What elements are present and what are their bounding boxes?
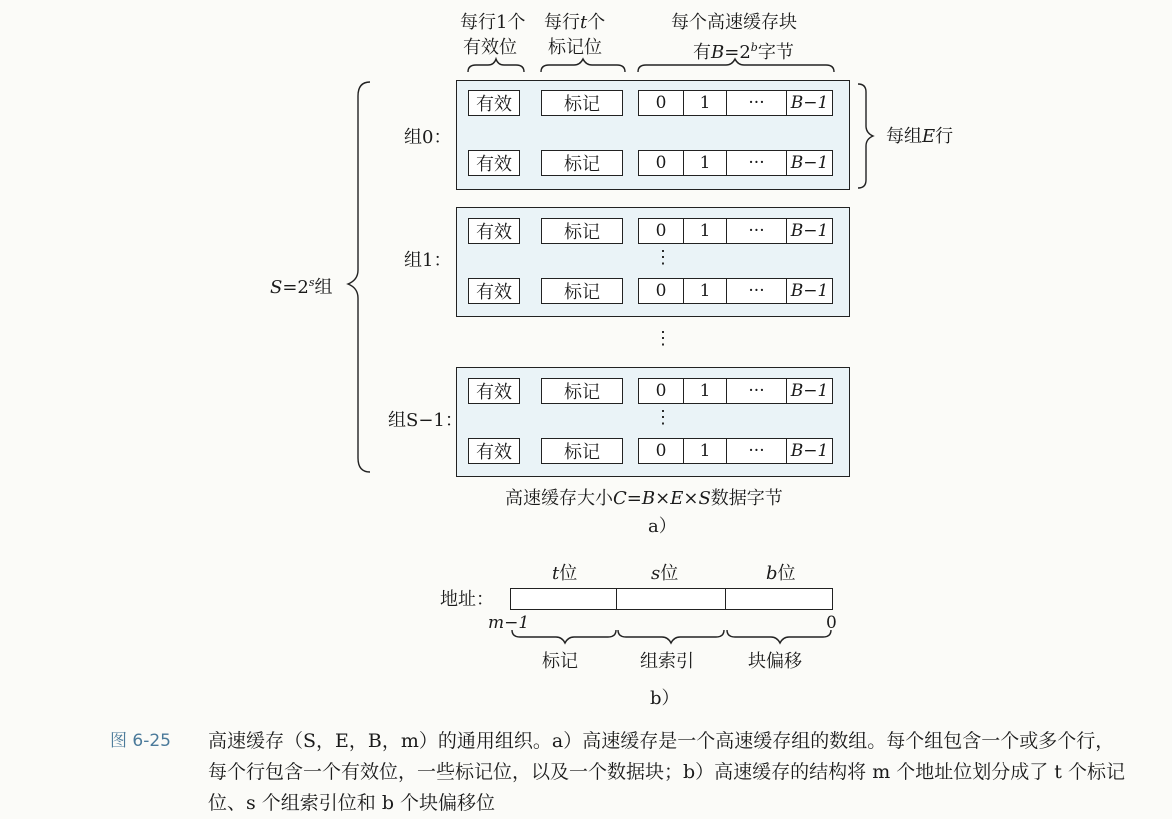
valid-bit-cell: 有效 bbox=[468, 150, 520, 176]
set-0-label: 组0： bbox=[404, 127, 452, 148]
address-msb-index: m−1 bbox=[488, 613, 530, 633]
block-byte-last: B−1 bbox=[787, 438, 833, 464]
block-byte-last: B−1 bbox=[787, 378, 833, 404]
valid-bit-cell: 有效 bbox=[468, 90, 520, 116]
valid-bit-cell: 有效 bbox=[468, 278, 520, 304]
figure-number: 图 6-25 bbox=[110, 731, 171, 751]
tag-cell: 标记 bbox=[541, 218, 623, 244]
block-byte-ellipsis: ··· bbox=[727, 378, 787, 404]
caption-text: 高速缓存（S，E，B，m）的通用组织。a）高速缓存是一个高速缓存组的数组。每个组包含一个或多个行，每个行包含一个有效位，一些标记位，以及一个数据块；b）高速缓存的结构将 m 个地址位划分成了 t 个标记位、s 个组索引位和 b 个块偏移位 bbox=[208, 730, 1125, 814]
tag-cell: 标记 bbox=[541, 150, 623, 176]
block-byte-last: B−1 bbox=[787, 90, 833, 116]
block-byte-last: B−1 bbox=[787, 218, 833, 244]
block-byte-1: 1 bbox=[684, 278, 727, 304]
block-byte-ellipsis: ··· bbox=[727, 90, 787, 116]
valid-bits-brace bbox=[468, 59, 524, 72]
tag-field-brace bbox=[512, 630, 616, 643]
block-offset-field-brace bbox=[727, 630, 831, 643]
tag-cell: 标记 bbox=[541, 278, 623, 304]
block-byte-1: 1 bbox=[684, 378, 727, 404]
tag-bits-label-line1: 每行t个 bbox=[544, 12, 606, 33]
tag-bits-brace bbox=[541, 59, 625, 72]
set-last-label: 组S−1： bbox=[388, 410, 463, 431]
cache-size-label: 高速缓存大小C=B×E×S数据字节 bbox=[505, 488, 783, 509]
block-byte-1: 1 bbox=[684, 90, 727, 116]
valid-bits-label-line1: 每行1个 bbox=[460, 12, 526, 33]
set-index-field-label: 组索引 bbox=[640, 651, 694, 672]
block-byte-ellipsis: ··· bbox=[727, 218, 787, 244]
subfigure-b-label: b） bbox=[650, 688, 680, 709]
tag-field-label: 标记 bbox=[542, 651, 578, 672]
block-byte-0: 0 bbox=[638, 278, 684, 304]
set-1-label: 组1： bbox=[404, 250, 452, 271]
t-bits-label: t位 bbox=[552, 563, 578, 584]
tag-cell: 标记 bbox=[541, 438, 623, 464]
set-last-vdots: ⋮ bbox=[654, 407, 672, 428]
b-bits-label: b位 bbox=[766, 563, 796, 584]
valid-bits-label-line2: 有效位 bbox=[463, 37, 517, 58]
valid-bit-cell: 有效 bbox=[468, 438, 520, 464]
block-byte-ellipsis: ··· bbox=[727, 438, 787, 464]
tag-bits-label-line2: 标记位 bbox=[548, 37, 602, 58]
block-byte-1: 1 bbox=[684, 150, 727, 176]
set-1-vdots: ⋮ bbox=[654, 247, 672, 268]
block-bytes-label-line2: 有$B=2^b$字节 bbox=[693, 41, 794, 63]
num-sets-label: $S=2^s$组 bbox=[270, 276, 333, 298]
block-bytes-label-line1: 每个高速缓存块 bbox=[671, 12, 797, 33]
block-byte-0: 0 bbox=[638, 218, 684, 244]
block-byte-0: 0 bbox=[638, 90, 684, 116]
subfigure-a-label: a） bbox=[648, 516, 677, 537]
s-bits-label: s位 bbox=[651, 563, 679, 584]
valid-bit-cell: 有效 bbox=[468, 378, 520, 404]
lines-per-set-label: 每组E行 bbox=[886, 126, 954, 147]
block-byte-ellipsis: ··· bbox=[727, 150, 787, 176]
address-lsb-index: 0 bbox=[826, 613, 837, 633]
lines-per-set-brace bbox=[858, 84, 873, 188]
sets-brace bbox=[348, 82, 370, 472]
valid-bit-cell: 有效 bbox=[468, 218, 520, 244]
block-byte-0: 0 bbox=[638, 438, 684, 464]
block-byte-last: B−1 bbox=[787, 150, 833, 176]
block-byte-1: 1 bbox=[684, 218, 727, 244]
block-byte-ellipsis: ··· bbox=[727, 278, 787, 304]
block-byte-0: 0 bbox=[638, 150, 684, 176]
block-offset-field-label: 块偏移 bbox=[748, 651, 802, 672]
set-index-field-brace bbox=[618, 630, 724, 643]
tag-cell: 标记 bbox=[541, 90, 623, 116]
block-byte-1: 1 bbox=[684, 438, 727, 464]
block-byte-0: 0 bbox=[638, 378, 684, 404]
address-label: 地址： bbox=[440, 589, 494, 610]
block-bytes-brace bbox=[638, 59, 834, 72]
sets-vdots: ⋮ bbox=[654, 328, 672, 349]
block-byte-last: B−1 bbox=[787, 278, 833, 304]
tag-cell: 标记 bbox=[541, 378, 623, 404]
